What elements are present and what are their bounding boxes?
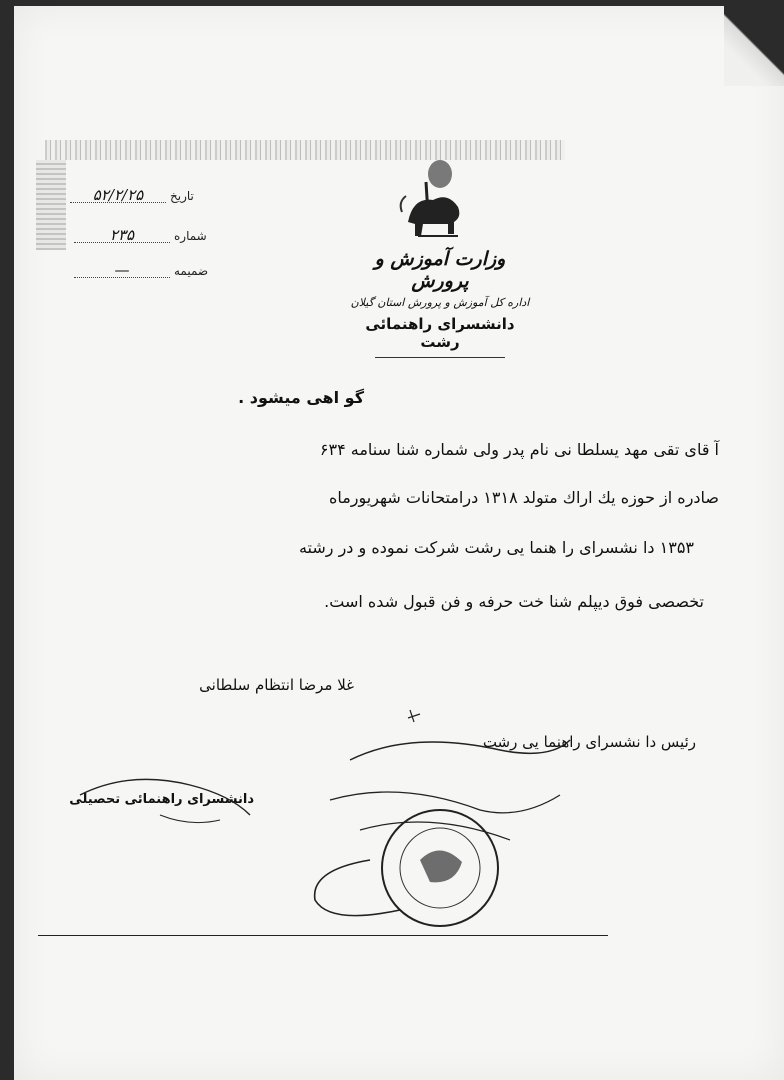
letterhead-rule xyxy=(375,357,505,358)
folded-corner xyxy=(724,6,784,86)
institution-name: دانشسرای راهنمائی رشت xyxy=(365,315,515,351)
bottom-rule xyxy=(38,935,608,936)
number-field xyxy=(74,228,207,243)
scan-strip xyxy=(45,140,565,160)
attachment-value: — xyxy=(74,263,170,278)
directorate-name: اداره کل آموزش و پرورش استان گیلان xyxy=(350,296,530,309)
attachment-label: ضمیمه xyxy=(174,264,209,278)
lion-and-sun-emblem-icon xyxy=(388,152,478,247)
letterhead xyxy=(345,248,535,358)
body-line-1: آ قای تقی مهد یسلطا نی نام پدر ولی شماره شنا سنامه ۶۳۴ xyxy=(319,440,719,459)
body-line-4: تخصصی فوق دیپلم شنا خت حرفه و فن قبول شده است. xyxy=(324,592,704,611)
signatory-name: غلا مرضا انتظام سلطانی xyxy=(199,676,354,694)
left-stamp-text: دانشسرای راهنمائی تحصیلی xyxy=(69,792,254,807)
date-label: تاریخ xyxy=(170,189,194,203)
official-seal-and-signature-icon xyxy=(290,700,590,940)
scan-smudge xyxy=(36,160,66,250)
date-value: ۵۲/۲/۲۵ xyxy=(70,188,166,203)
body-line-3: ۱۳۵۳ دا نشسرای را هنما یی رشت شرکت نموده و در رشته xyxy=(298,538,694,557)
attachment-field xyxy=(74,263,208,278)
ministry-name: وزارت آموزش و پرورش xyxy=(374,248,506,292)
certificate-heading: گو اهی میشود . xyxy=(238,388,364,407)
signatory-title: رئیس دا نشسرای راهنما یی رشت xyxy=(482,733,696,751)
number-value: ۲۳۵ xyxy=(74,228,170,243)
body-line-2: صادره از حوزه یك اراك متولد ۱۳۱۸ درامتحانات شهریورماه xyxy=(328,488,719,507)
number-label: شماره xyxy=(174,229,207,243)
left-signature-icon xyxy=(70,765,280,835)
date-field xyxy=(70,188,194,203)
